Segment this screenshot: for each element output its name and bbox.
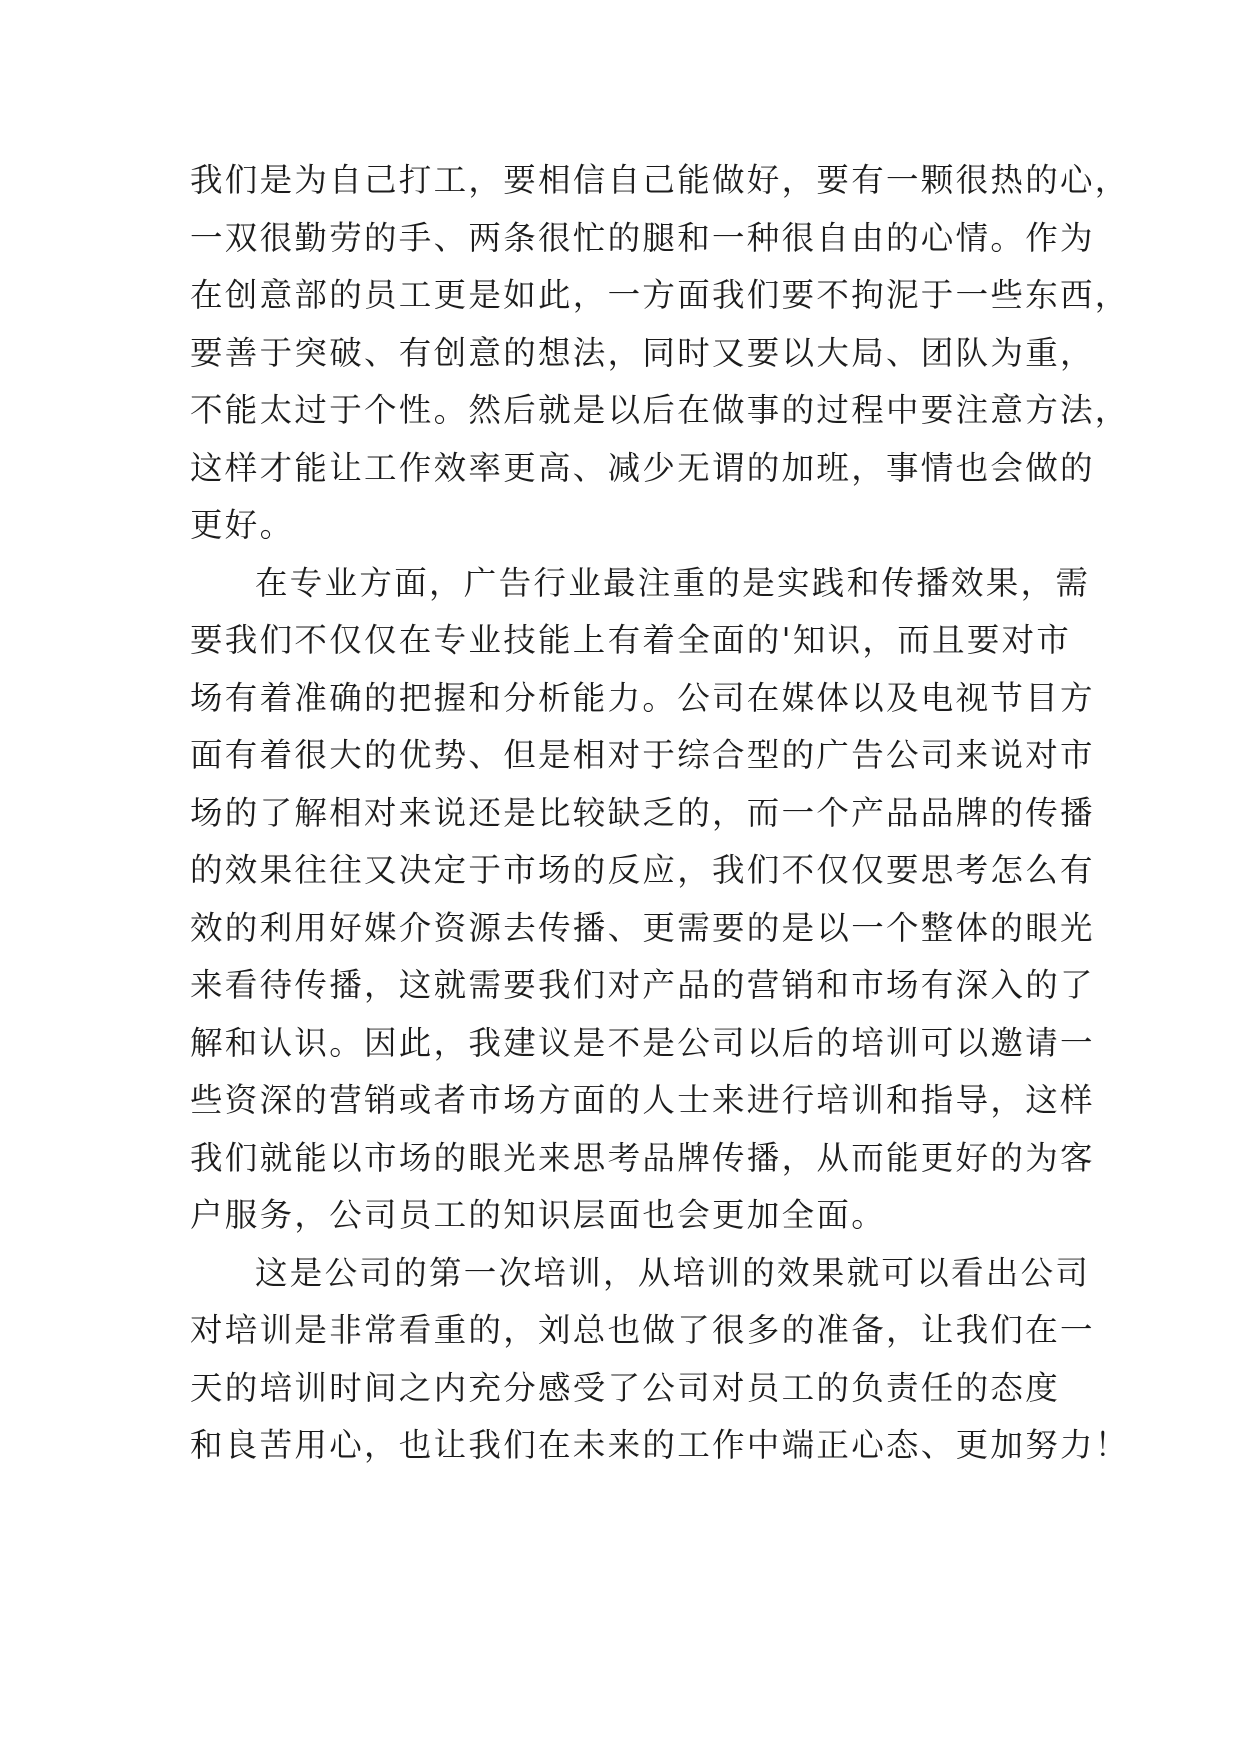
paragraph-1 — [190, 152, 1130, 555]
text-line: 些资深的营销或者市场方面的人士来进行培训和指导，这样 — [190, 1081, 1095, 1119]
text-line: 的效果往往又决定于市场的反应，我们不仅仅要思考怎么有 — [190, 851, 1095, 889]
paragraph-3 — [190, 1245, 1130, 1475]
text-line: 场有着准确的把握和分析能力。公司在媒体以及电视节目方 — [190, 678, 1095, 717]
text-line: 这样才能让工作效率更高、减少无谓的加班，事情也会做的 — [190, 448, 1095, 487]
text-line: 来看待传播，这就需要我们对产品的营销和市场有深入的了 — [190, 966, 1095, 1004]
text-line: 场的了解相对来说还是比较缺乏的，而一个产品品牌的传播 — [190, 793, 1095, 832]
text-line: 在创意部的员工更是如此，一方面我们要不拘泥于一些东西， — [190, 276, 1130, 314]
paragraph-2 — [190, 555, 1095, 1245]
text-line: 对培训是非常看重的，刘总也做了很多的准备，让我们在一 — [190, 1311, 1095, 1349]
text-line: 面有着很大的优势、但是相对于综合型的广告公司来说对市 — [190, 736, 1095, 774]
text-line: 和良苦用心，也让我们在未来的工作中端正心态、更加努力！ — [190, 1426, 1130, 1464]
text-line: 一双很勤劳的手、两条很忙的腿和一种很自由的心情。作为 — [190, 218, 1095, 257]
text-line: 更好。 — [190, 506, 295, 544]
text-line: 天的培训时间之内充分感受了公司对员工的负责任的态度 — [190, 1368, 1061, 1407]
text-line: 户服务，公司员工的知识层面也会更加全面。 — [190, 1196, 887, 1234]
text-line: 我们是为自己打工，要相信自己能做好，要有一颗很热的心， — [190, 161, 1130, 199]
text-line: 要善于突破、有创意的想法，同时又要以大局、团队为重， — [190, 333, 1095, 372]
text-line: 不能太过于个性。然后就是以后在做事的过程中要注意方法， — [190, 391, 1130, 429]
text-line: 我们就能以市场的眼光来思考品牌传播，从而能更好的为客 — [190, 1138, 1095, 1177]
text-line: 解和认识。因此，我建议是不是公司以后的培训可以邀请一 — [190, 1023, 1095, 1062]
document-body — [190, 152, 1130, 1475]
text-line: 要我们不仅仅在专业技能上有着全面的'知识，而且要对市 — [190, 621, 1072, 659]
text-line: 这是公司的第一次培训，从培训的效果就可以看出公司 — [255, 1253, 1091, 1292]
text-line: 在专业方面，广告行业最注重的是实践和传播效果，需 — [255, 563, 1091, 602]
text-line: 效的利用好媒介资源去传播、更需要的是以一个整体的眼光 — [190, 908, 1095, 947]
